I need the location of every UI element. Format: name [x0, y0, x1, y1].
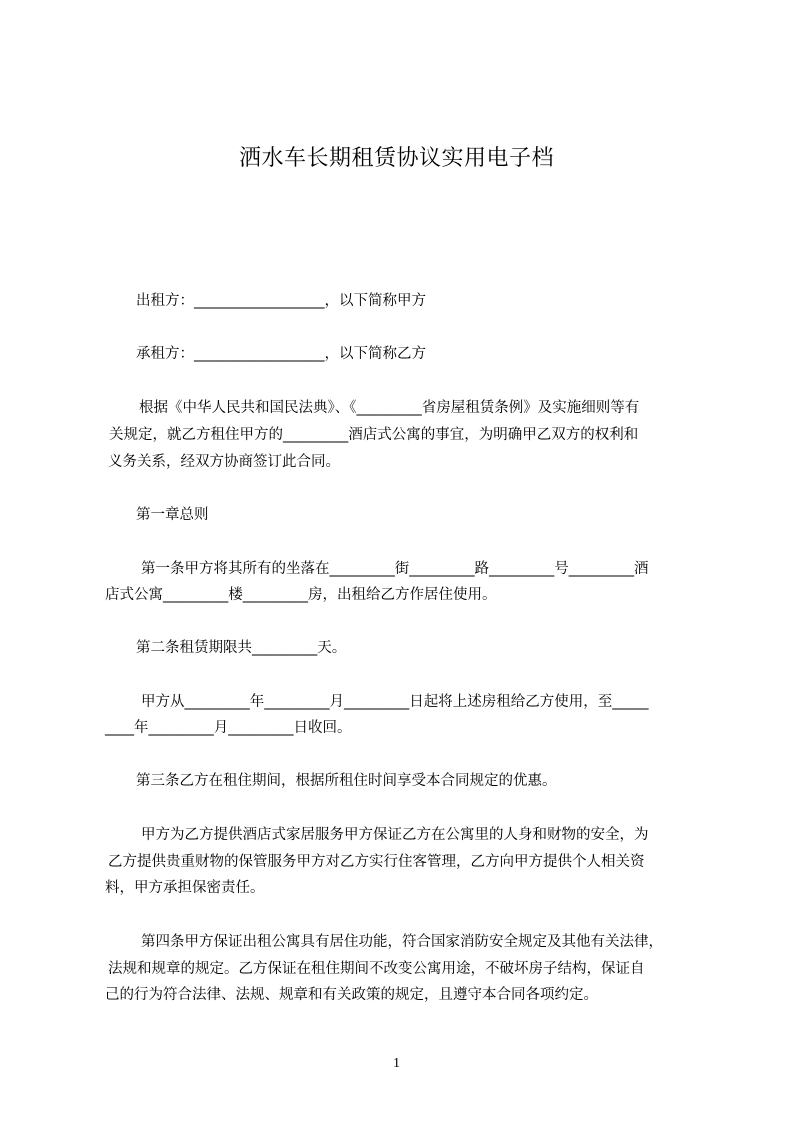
article-4-line-2: 法规和规章的规定。乙方保证在租住期间不改变公寓用途，不破坏房子结构，保证自 [108, 961, 645, 977]
chapter-heading: 第一章总则 [136, 507, 209, 523]
preamble-line-2: 关规定，就乙方租住甲方的_________酒店式公寓的事宜，为明确甲乙双方的权利和 [109, 427, 639, 443]
document-title: 洒水车长期租赁协议实用电子档 [238, 146, 554, 171]
lessor-line: 出租方：__________________，以下简称甲方 [136, 293, 426, 309]
lessee-line: 承租方：__________________，以下简称乙方 [136, 346, 426, 362]
article-4-line-3: 己的行为符合法律、法规、规章和有关政策的规定，且遵守本合同各项约定。 [105, 987, 598, 1003]
article-1-line-2: 店式公寓_________楼_________房，出租给乙方作居住使用。 [105, 587, 497, 603]
period-line-2: ____年_________月_________日收回。 [105, 720, 352, 736]
preamble-line-1: 根据《中华人民共和国民法典》、《_________省房屋租赁条例》及实施细则等有 [139, 400, 640, 416]
article-4-line-1: 第四条甲方保证出租公寓具有居住功能，符合国家消防安全规定及其他有关法律， [141, 934, 663, 950]
service-line-3: 料，甲方承担保密责任。 [105, 880, 265, 896]
article-1-line-1: 第一条甲方将其所有的坐落在_________街_________路_________号_________酒 [141, 561, 649, 577]
service-line-2: 乙方提供贵重财物的保管服务甲方对乙方实行住客管理，乙方向甲方提供个人相关资 [108, 854, 645, 870]
period-line-1: 甲方从_________年_________月_________日起将上述房租给乙方使用，至_____ [141, 694, 649, 710]
preamble-line-3: 义务关系，经双方协商签订此合同。 [108, 454, 340, 470]
page-number: 1 [393, 1056, 400, 1071]
service-line-1: 甲方为乙方提供酒店式家居服务甲方保证乙方在公寓里的人身和财物的安全，为 [141, 827, 649, 843]
article-3-line: 第三条乙方在租住期间，根据所租住时间享受本合同规定的优惠。 [136, 773, 557, 789]
article-2-line: 第二条租赁期限共_________天。 [136, 640, 347, 656]
